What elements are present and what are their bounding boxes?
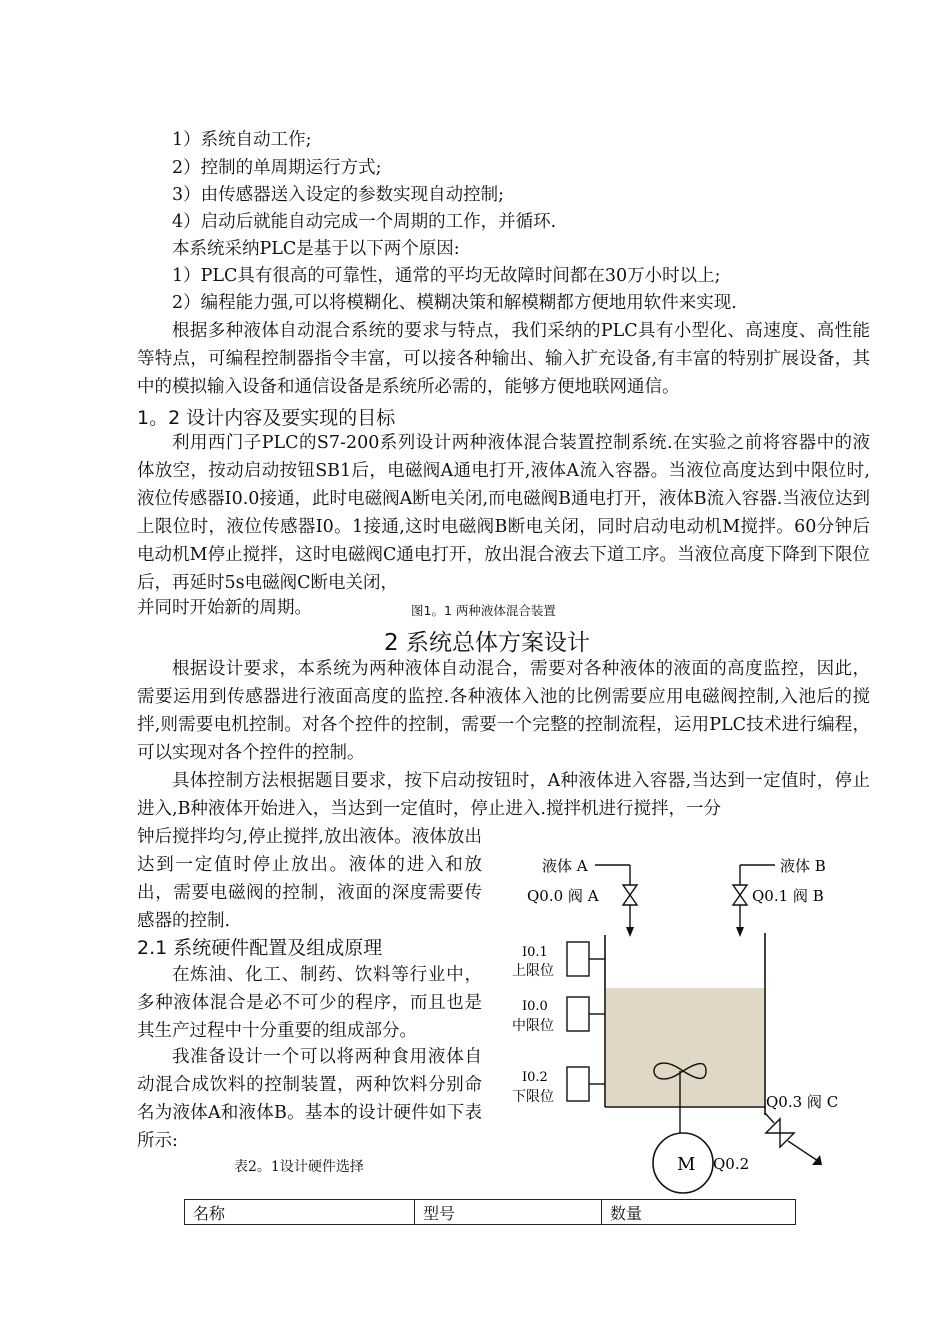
- paragraph-method: 具体控制方法根据题目要求，按下启动按钮时，A种液体进入容器,当达到一定值时，停止进入,B种液体开始进入，当达到一定值时，停止进入.搅拌机进行搅拌，一分: [137, 771, 870, 819]
- list-item: 3）由传感器送入设定的参数实现自动控制;: [172, 185, 505, 205]
- flow-arrow-a-icon: [626, 927, 634, 937]
- section-heading-1-2: 1。2 设计内容及要实现的目标: [137, 407, 396, 429]
- sensor-lower-label: 下限位: [512, 1089, 554, 1105]
- mixing-device-diagram: [490, 845, 870, 1205]
- valve-b-label: Q0.1 阀 B: [752, 887, 824, 905]
- flow-arrow-c-icon: [812, 1155, 822, 1165]
- table-header-cell: 型号: [415, 1200, 602, 1225]
- section-heading-2-1: 2.1 系统硬件配置及组成原理: [137, 937, 383, 959]
- paragraph-industry: 在炼油、化工、制药、饮料等行业中，多种液体混合是必不可少的程序，而且也是其生产过程中十分重要的组成部分。: [137, 965, 482, 1041]
- sensor-lower-icon: [567, 1067, 589, 1101]
- section-heading-2: 2 系统总体方案设计: [384, 630, 590, 656]
- hardware-table: [184, 1199, 796, 1225]
- sensor-upper-icon: [567, 942, 589, 976]
- table-header-row: [185, 1200, 796, 1225]
- paragraph-method-cont: 钟后搅拌均匀,停止搅拌,放出液体。液体放出达到一定值时停止放出。液体的进入和放出，需要电磁阀的控制，液面的深度需要传感器的控制.: [137, 827, 482, 931]
- tank-liquid: [606, 988, 764, 1106]
- paragraph-requirements: 根据设计要求，本系统为两种液体自动混合，需要对各种液体的液面的高度监控，因此，需要运用到传感器进行液面高度的监控.各种液体入池的比例需要应用电磁阀控制,入池后的搅拌,则需要电机控制。对各个控件的控制，需要一个完整的控制流程，运用PLC技术进行编程，可以实现对各个控件的控制。: [137, 659, 870, 763]
- table-header-cell: 数量: [602, 1200, 796, 1225]
- liquid-a-label: 液体 A: [542, 857, 588, 875]
- sensor-middle-addr: I0.0: [522, 999, 548, 1014]
- reason-intro: 本系统采纳PLC是基于以下两个原因:: [172, 239, 460, 259]
- paragraph-plc: 根据多种液体自动混合系统的要求与特点，我们采纳的PLC具有小型化、高速度、高性能等特点，可编程控制器指令丰富，可以接各种输出、输入扩充设备,有丰富的特别扩展设备，其中的模拟输入设备和通信设备是系统所必需的，能够方便地联网通信。: [137, 321, 870, 397]
- table-header-cell: 名称: [185, 1200, 415, 1225]
- motor-addr: Q0.2: [713, 1155, 750, 1173]
- valve-a-label: Q0.0 阀 A: [527, 887, 599, 905]
- valve-a-icon: [623, 885, 637, 895]
- paragraph-prepare: 我准备设计一个可以将两种食用液体自动混合成饮料的控制装置，两种饮料分别命名为液体A和液体B。基本的设计硬件如下表所示:: [137, 1047, 482, 1151]
- motor-label: M: [677, 1154, 696, 1175]
- paragraph-design: 利用西门子PLC的S7-200系列设计两种液体混合装置控制系统.在实验之前将容器中的液体放空，按动启动按钮SB1后，电磁阀A通电打开,液体A流入容器。当液位高度达到中限位时,液位传感器I0.0接通，此时电磁阀A断电关闭,而电磁阀B通电打开，液体B流入容器.当液位达到上限位时，液位传感器I0。1接通,这时电磁阀B断电关闭，同时启动电动机M搅拌。60分钟后电动机M停止搅拌，这时电磁阀C通电打开，放出混合液去下道工序。当液位高度下降到下限位后，再延时5s电磁阀C断电关闭，: [137, 433, 870, 593]
- sensor-lower-addr: I0.2: [522, 1070, 548, 1085]
- sensor-middle-icon: [567, 997, 589, 1031]
- valve-b-icon: [733, 885, 747, 895]
- paragraph-design-end: 并同时开始新的周期。: [137, 598, 312, 618]
- list-item: 2）编程能力强,可以将模糊化、模糊决策和解模糊都方便地用软件来实现.: [172, 293, 737, 313]
- list-item: 1）PLC具有很高的可靠性，通常的平均无故障时间都在30万小时以上;: [172, 266, 721, 286]
- list-item: 4）启动后就能自动完成一个周期的工作，并循环.: [172, 212, 557, 232]
- sensor-upper-addr: I0.1: [522, 945, 548, 960]
- table-caption: 表2。1设计硬件选择: [234, 1159, 364, 1175]
- list-item: 1）系统自动工作;: [172, 130, 312, 150]
- flow-arrow-b-icon: [736, 927, 744, 937]
- list-item: 2）控制的单周期运行方式;: [172, 158, 382, 178]
- figure-caption: 图1。1 两种液体混合装置: [411, 603, 556, 618]
- valve-c-label: Q0.3 阀 C: [766, 1093, 839, 1111]
- sensor-upper-label: 上限位: [512, 963, 554, 979]
- liquid-b-label: 液体 B: [780, 857, 826, 875]
- sensor-middle-label: 中限位: [512, 1018, 554, 1034]
